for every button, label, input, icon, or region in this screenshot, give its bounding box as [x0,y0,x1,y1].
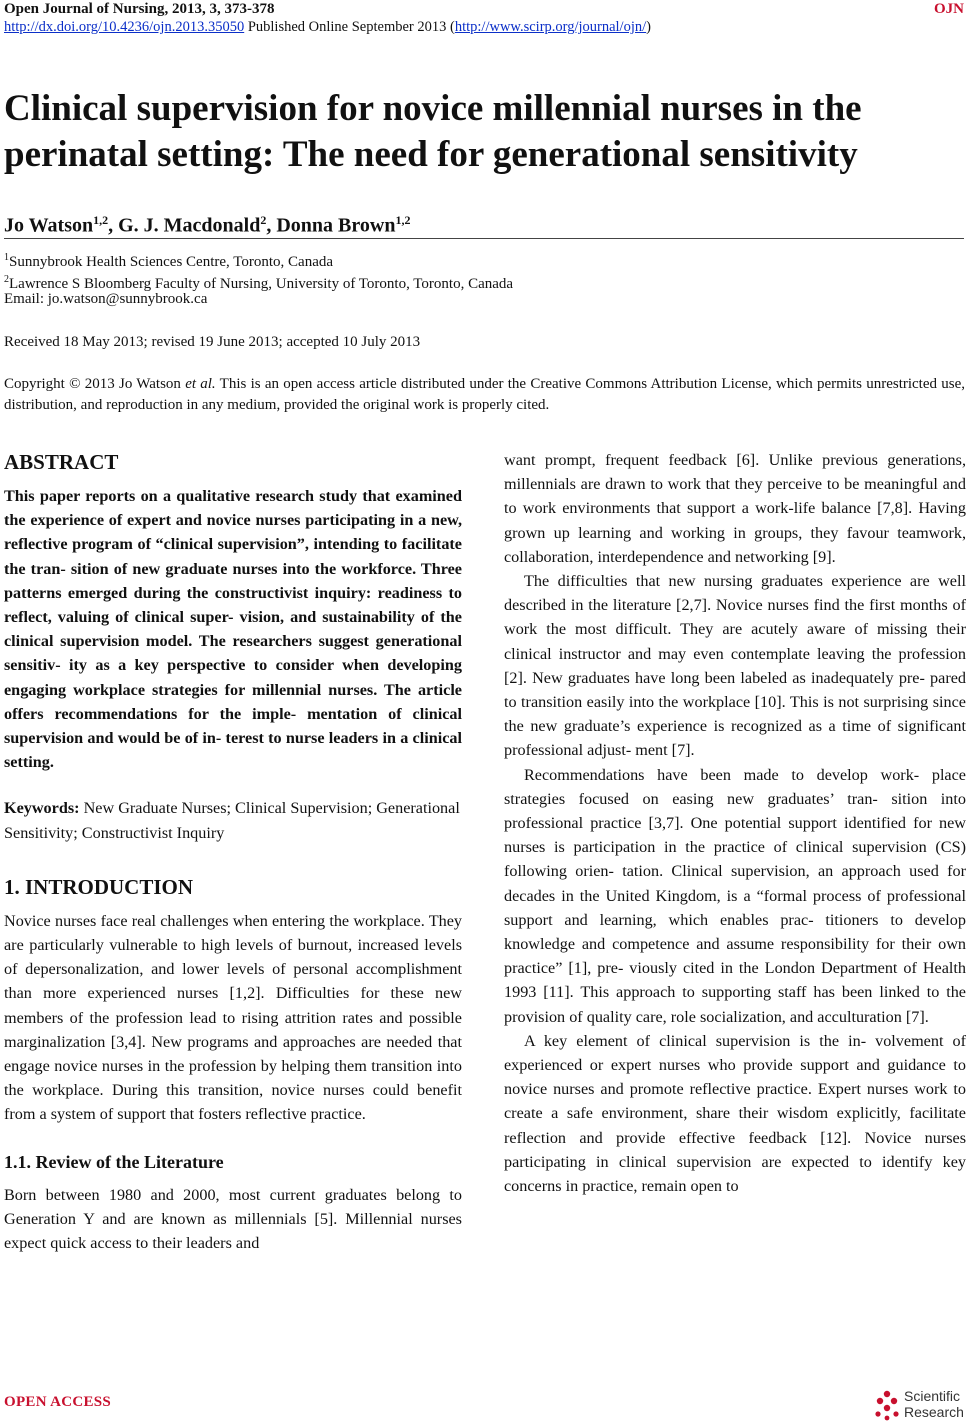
abstract-body: This paper reports on a qualitative research study that examined the experience of expert and novice nurses participating in a new, reflective program of “clinical supervision”, intending to facilitate the tran- sition of new graduate nurses into the workforce. Three patterns emerged during the constructivist inquiry: readiness to reflect, valuing of clinical super- vision, and sustainability of the clinical supervision model. The researchers suggest generational sensitiv- ity as a key perspective to consider when developing engaging workplace strategies for millennial nurses. The article offers recommendations for the imple- mentation of clinical supervision and would be of in- terest to nurse leaders in a clinical setting. [4,487,462,772]
journal-citation: Open Journal of Nursing, 2013, 3, 373-378 [4,1,275,17]
close-paren: ) [646,19,651,35]
copyright-text-rest: This is an open access article distributed under the Creative Commons Attribution License, which permits unrestricted use, distribution, and reproduction in any medium, provided the original work is properly cited. [4,376,966,413]
author-name: Jo Watson [4,214,94,237]
body-paragraph: want prompt, frequent feedback [6]. Unlike previous generations, millennials are drawn to work that they perceive to be meaningful and to work environments that support a work-life balance [7,8]. Having grown up learning and working in groups, they favour teamwork, collaboration, interdependence and networking [9]. [504,451,966,566]
affiliation-text: Lawrence S Bloomberg Faculty of Nursing, University of Toronto, Toronto, Canada [9,276,514,292]
logo-wordmark [904,1388,964,1420]
title-line-1: Clinical supervision for novice millennial nurses in the [4,88,862,129]
right-column [504,448,966,1198]
body-paragraph: A key element of clinical supervision is the in- volvement of experienced or expert nurses who provide support and guidance to novice nurses and promote reflective practice. Expert nurses work to create a safe environment, share their wisdom explicitly, facilitate reflection and provide effective feedback [12]. Novice nurses participating in clinical supervision are expected to identify key concerns in practice, remain open to [504,1031,966,1196]
abstract-heading: ABSTRACT [4,450,119,474]
affiliation-mark: 1 [4,252,9,263]
logo-line-1: Scientific [904,1388,961,1404]
affiliation [4,248,333,272]
publication-line [4,18,651,36]
article-dates: Received 18 May 2013; revised 19 June 2013; accepted 10 July 2013 [4,334,421,350]
journal-url-link[interactable]: http://www.scirp.org/journal/ojn/ [454,19,647,35]
scientific-research-logo-icon [872,1388,902,1422]
author-affiliation-mark: 2 [260,213,267,227]
author-separator: , [266,214,277,237]
keywords [4,796,462,844]
affiliation-mark: 2 [4,274,9,285]
left-column [4,448,462,1255]
author-name: G. J. Macdonald [118,214,261,237]
paper-title [4,86,954,178]
logo-line-2: Research [904,1404,964,1420]
author-separator: , [108,214,119,237]
review-paragraph: Born between 1980 and 2000, most current graduates belong to Generation Y and are known as millennials [5]. Millennial nurses expect quick access to their leaders and [4,1185,462,1253]
author-name: Donna Brown [276,214,396,237]
keywords-text: New Graduate Nurses; Clinical Supervision; Generational Sensitivity; Constructivist Inquiry [4,799,460,842]
published-text: Published Online September 2013 ( [244,19,455,35]
section-heading-introduction: 1. INTRODUCTION [4,874,194,899]
intro-paragraph: Novice nurses face real challenges when entering the workplace. They are particularly vulnerable to high levels of burnout, increased levels of depersonalization, and lower levels of personal accomplishment than more experienced nurses [1,2]. Difficulties for these new members of the profession lead to rising attrition rates and possible marginalization [3,4]. New programs and approaches are needed that engage novice nurses in the profession by helping them transition into the workplace. During this transition, novice nurses could benefit from a system of support that fosters reflective practice. [4,911,462,1124]
author-list [4,208,410,238]
affiliation-text: Sunnybrook Health Sciences Centre, Toronto, Canada [9,254,334,270]
body-paragraph: Recommendations have been made to develop work- place strategies focused on easing new graduates’ tran- sition into professional practice [3,7]. One potential support identified for new nurses is participation in the practice of clinical supervision (CS) following orien- tation. Clinical supervision, an approach used for decades in the United Kingdom, is a “formal process of professional support and learning, which enables prac- titioners to develop knowledge and competence and assume responsibility for their own practice” [1], pre- viously cited in the London Department of Health 1993 [11]. This approach to supporting staff has been linked to the provision of quality care, role socialization, and acculturation [7]. [504,765,966,1026]
keywords-label: Keywords: [4,799,80,818]
title-line-2: perinatal setting: The need for generational sensitivity [4,134,858,175]
publisher-logo [872,1388,966,1422]
subsection-heading-review: 1.1. Review of the Literature [4,1151,224,1172]
body-paragraph: The difficulties that new nursing graduates experience are well described in the literature [2,7]. Novice nurses find the first months of work the most difficult. They are acutely aware of missing their clinical instructor and may even contemplate leaving the profession [2]. New graduates have long been labeled as inadequately pre- pared to transition easily into the workplace [10]. This is not surprising since the new graduate’s experience is recognized as a time of significant professional adjust- ment [7]. [504,572,966,760]
author-affiliation-mark: 1,2 [93,213,109,227]
author-affiliation-mark: 1,2 [395,213,411,227]
header-divider [4,238,964,239]
author-email: Email: jo.watson@sunnybrook.ca [4,291,208,307]
copyright-text: Copyright © 2013 Jo Watson [4,376,186,392]
doi-link[interactable]: http://dx.doi.org/10.4236/ojn.2013.35050 [4,19,245,35]
copyright-notice [4,374,965,416]
copyright-etal: et al. [185,376,216,392]
journal-badge: OJN [934,1,964,17]
open-access-label: OPEN ACCESS [4,1394,112,1410]
